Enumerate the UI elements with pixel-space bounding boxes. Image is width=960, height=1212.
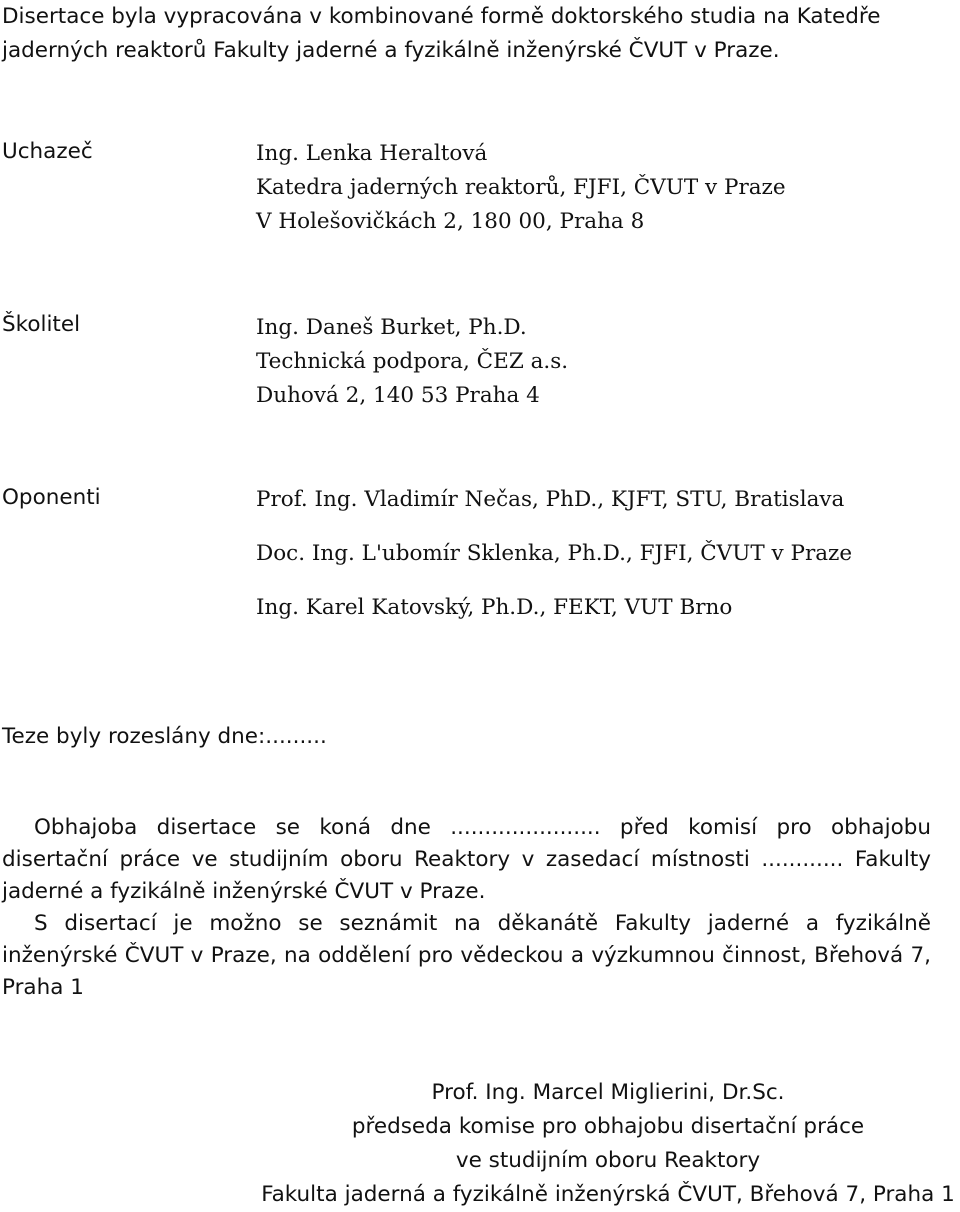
seznameni-paragraph: S disertací je možno se seznámit na děkanátě Fakulty jaderné a fyzikálně inženýrské ČVUT v Praze, na oddělení pro vědeckou a výzkumnou činnost, Břehová 7, Praha 1	[2, 911, 931, 1000]
uchazec-address: V Holešovičkách 2, 180 00, Praha 8	[256, 209, 645, 234]
skolitel-address: Duhová 2, 140 53 Praha 4	[256, 383, 540, 408]
uchazec-label: Uchazeč	[2, 139, 93, 164]
uchazec-name: Ing. Lenka Heraltová	[256, 141, 488, 166]
uchazec-block	[256, 137, 786, 239]
skolitel-organization: Technická podpora, ČEZ a.s.	[256, 349, 569, 374]
skolitel-label: Školitel	[2, 312, 81, 337]
skolitel-name: Ing. Daneš Burket, Ph.D.	[256, 315, 527, 340]
uchazec-department: Katedra jaderných reaktorů, FJFI, ČVUT v Praze	[256, 175, 786, 200]
teze-line: Teze byly rozeslány dne:.........	[2, 724, 327, 749]
intro-paragraph: Disertace byla vypracována v kombinované formě doktorského studia na Katedře jaderných reaktorů Fakulty jaderné a fyzikálně inženýrské ČVUT v Praze.	[2, 4, 881, 63]
oponent-2: Doc. Ing. L'ubomír Sklenka, Ph.D., FJFI, ČVUT v Praze	[256, 541, 853, 566]
info-paragraphs	[2, 812, 931, 1004]
oponenti-label: Oponenti	[2, 485, 101, 510]
chairman-field: ve studijním oboru Reaktory	[455, 1148, 761, 1173]
chairman-address: Fakulta jaderná a fyzikálně inženýrská ČVUT, Břehová 7, Praha 1	[261, 1182, 955, 1207]
oponent-1: Prof. Ing. Vladimír Nečas, PhD., KJFT, STU, Bratislava	[256, 487, 845, 512]
oponenti-block	[256, 483, 852, 625]
chairman-role: předseda komise pro obhajobu disertační práce	[351, 1114, 865, 1139]
skolitel-block	[256, 311, 568, 413]
signature-block	[256, 1076, 960, 1212]
chairman-name: Prof. Ing. Marcel Miglierini, Dr.Sc.	[431, 1080, 785, 1105]
obhajoba-paragraph: Obhajoba disertace se koná dne ...................... před komisí pro obhajobu disertační práce ve studijním oboru Reaktory v zasedací místnosti ............ Fakulty jaderné a fyzikálně inženýrské ČVUT v Praze.	[2, 815, 931, 904]
oponent-3: Ing. Karel Katovský, Ph.D., FEKT, VUT Brno	[256, 595, 733, 620]
